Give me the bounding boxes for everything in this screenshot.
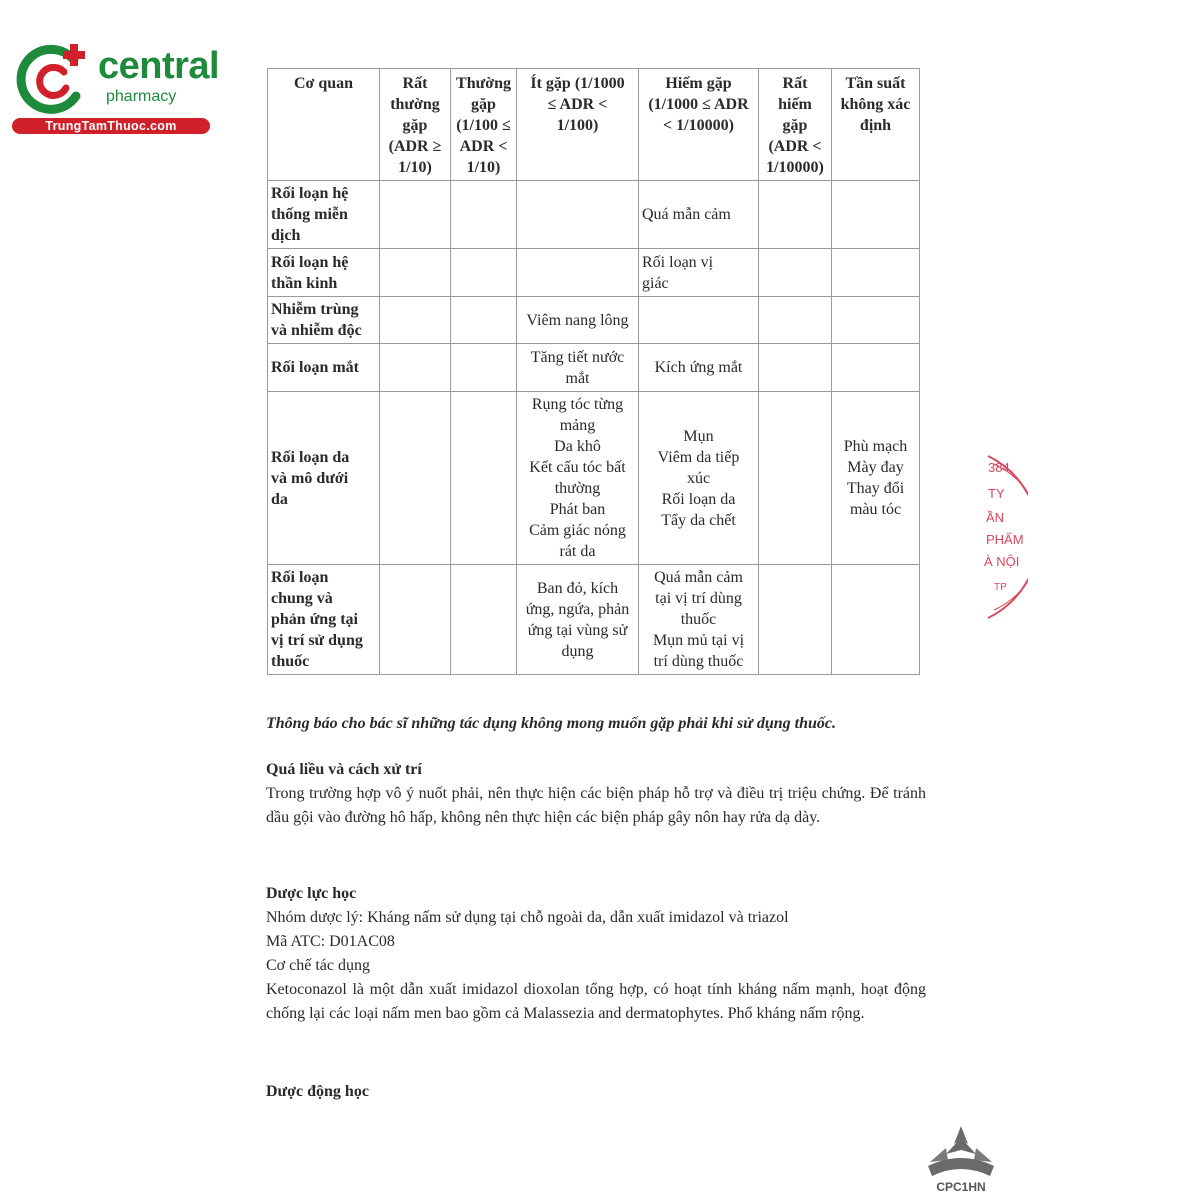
doctor-notice: Thông báo cho bác sĩ những tác dụng không mong muốn gặp phải khi sử dụng thuốc. [266, 715, 836, 732]
cell-line: Thường [456, 75, 511, 92]
cell-rare [639, 565, 759, 675]
cell-line: vị trí sử dụng [271, 632, 363, 649]
cell-line: 1/10) [398, 159, 432, 176]
cell-line: 1/10) [466, 159, 501, 176]
cell-very-rare [759, 249, 832, 297]
cell-line: Kết cấu tóc bất [529, 459, 626, 476]
cell-line: Phù mạch [843, 438, 908, 455]
cell-very-common [380, 297, 451, 344]
cell-line: và mô dưới [271, 469, 349, 487]
cell-line: 1/100) [556, 117, 599, 134]
cell-line: (ADR ≥ [388, 138, 442, 155]
cell-line: Phát ban [549, 501, 606, 518]
cell-line: Rối loạn hệ [271, 253, 349, 271]
cell-line: định [859, 117, 892, 134]
cell-line: rát da [559, 543, 596, 560]
cell-common [451, 565, 517, 675]
cell-line: mảng [559, 417, 596, 434]
cell-uncommon [517, 565, 639, 675]
cell-uncommon [517, 297, 639, 344]
cell-very-rare [759, 392, 832, 565]
cell-line: Tăng tiết nước [530, 348, 625, 366]
cell-line: gặp [782, 117, 808, 134]
cell-line: dụng [561, 642, 594, 660]
logo-url[interactable]: TrungTamThuoc.com [12, 118, 210, 134]
cell-line: Da khô [554, 438, 601, 455]
stamp-text: À NỘI [984, 554, 1020, 569]
cell-line: phản ứng tại [271, 611, 358, 628]
header-very-common [380, 69, 451, 181]
cell-unknown [832, 392, 920, 565]
cell-very-common [380, 392, 451, 565]
header-rare [639, 69, 759, 181]
cell-line: Cảm giác nóng [529, 522, 626, 539]
cell-line: < 1/10000) [663, 117, 734, 134]
table-row [268, 297, 920, 344]
cell-line: Rối loạn hệ [271, 185, 349, 202]
cell-line: Thay đổi [846, 480, 905, 497]
cell-uncommon [517, 249, 639, 297]
pharmacokinetics-section [266, 1080, 926, 1104]
cell-line: 1/10000) [766, 159, 824, 176]
organ-cell [268, 565, 380, 675]
cell-rare [639, 181, 759, 249]
cell-very-rare [759, 344, 832, 392]
logo-subtitle: pharmacy [106, 88, 177, 105]
header-unknown [832, 69, 920, 181]
pharmacodynamics-heading: Dược lực học [266, 885, 357, 902]
overdose-section [266, 758, 926, 830]
cell-line: thuốc [271, 653, 310, 670]
cell-line: thần kinh [271, 274, 338, 292]
adverse-reaction-table [267, 68, 920, 675]
table-row [268, 249, 920, 297]
cell-common [451, 344, 517, 392]
table-row [268, 344, 920, 392]
cpc1hn-logo [924, 1124, 998, 1194]
cell-line: Hiếm gặp [665, 75, 732, 92]
organ-cell [268, 249, 380, 297]
cell-line: hiếm [778, 96, 812, 113]
organ-cell [268, 297, 380, 344]
table-row [268, 181, 920, 249]
cell-rare [639, 297, 759, 344]
cell-common [451, 297, 517, 344]
stamp-text: PHẨM [986, 532, 1024, 547]
cell-line: ADR < [459, 138, 508, 155]
cell-rare [639, 249, 759, 297]
cell-line: Ít gặp (1/1000 [530, 75, 625, 92]
header-very-rare [759, 69, 832, 181]
cell-line: Mụn mủ tại vị [652, 632, 745, 649]
central-pharmacy-logo [12, 38, 222, 138]
cell-line: Rối loạn [271, 569, 329, 586]
pharmacy-cross-icon [12, 38, 92, 118]
mechanism-label: Cơ chế tác dụng [266, 957, 370, 974]
lotus-icon [924, 1124, 998, 1180]
header-organ [268, 69, 380, 181]
cell-line: Rất [402, 75, 428, 92]
cpc1hn-text: CPC1HN [936, 1180, 986, 1194]
cell-line: Quá mẫn cảm [642, 206, 731, 223]
cell-line: xúc [686, 469, 711, 487]
cell-line: thuốc [680, 611, 717, 628]
cell-very-rare [759, 181, 832, 249]
cell-line: Viêm nang lông [526, 311, 629, 329]
cell-line: Tẩy da chết [661, 511, 736, 529]
cell-line: Rối loạn da [661, 490, 736, 508]
cell-line: Rụng tóc từng [531, 396, 624, 413]
cell-rare [639, 392, 759, 565]
cell-uncommon [517, 344, 639, 392]
cell-very-common [380, 181, 451, 249]
cell-line: tại vị trí dùng [655, 590, 742, 607]
cell-line: ≤ ADR < [547, 96, 608, 113]
table-row [268, 565, 920, 675]
pharmacodynamics-section [266, 882, 926, 1026]
cell-line: dịch [271, 227, 301, 244]
header-common [451, 69, 517, 181]
cell-line: Mày đay [847, 459, 904, 476]
cell-common [451, 249, 517, 297]
cell-very-rare [759, 297, 832, 344]
cell-line: và nhiễm độc [271, 322, 362, 339]
cell-line: thường [554, 480, 601, 497]
cell-line: chung và [271, 590, 333, 607]
table-header-row [268, 69, 920, 181]
overdose-text: Trong trường hợp vô ý nuốt phải, nên thực hiện các biện pháp hỗ trợ và điều trị triệu chứng. Để tránh dầu gội vào đường hô hấp, không nên thực hiện các biện pháp gây nôn hay rửa dạ dày. [266, 785, 926, 826]
cell-line: ứng, ngứa, phản [525, 600, 630, 618]
cell-line: Rối loạn vị [642, 253, 714, 271]
overdose-heading: Quá liều và cách xử trí [266, 761, 422, 778]
cell-line: (ADR < [768, 138, 822, 155]
cell-unknown [832, 344, 920, 392]
cell-line: ứng tại vùng sử [527, 621, 628, 639]
cell-uncommon [517, 181, 639, 249]
organ-cell [268, 344, 380, 392]
organ-cell [268, 392, 380, 565]
pharmacological-group: Nhóm dược lý: Kháng nấm sử dụng tại chỗ ngoài da, dẫn xuất imidazol và triazol [266, 909, 789, 926]
stamp-text: ẦN [986, 510, 1005, 525]
cell-line: mắt [565, 369, 590, 387]
cell-line: Ban đỏ, kích [536, 579, 619, 597]
cell-line: Quá mẫn cảm [654, 569, 743, 586]
cell-line: thống miễn [271, 206, 348, 223]
cell-line: (1/100 ≤ [456, 117, 511, 134]
cell-line: Cơ quan [293, 75, 354, 92]
cell-line: (1/1000 ≤ ADR [648, 96, 749, 113]
cell-unknown [832, 181, 920, 249]
cell-line: Rối loạn da [271, 448, 350, 466]
logo-brand: central [98, 45, 220, 87]
atc-code: Mã ATC: D01AC08 [266, 933, 395, 950]
cell-very-common [380, 344, 451, 392]
cell-very-common [380, 565, 451, 675]
cell-line: Kích ứng mắt [654, 359, 743, 376]
cell-line: Nhiễm trùng [271, 301, 359, 318]
stamp-text: TP [994, 582, 1007, 593]
mechanism-text: Ketoconazol là một dẫn xuất imidazol dioxolan tổng hợp, có hoạt tính kháng nấm mạnh, hoạt động chống lại các loại nấm men bao gồm cả Malassezia and dermatophytes. Phổ kháng nấm rộng. [266, 981, 926, 1022]
cell-line: màu tóc [849, 501, 902, 518]
cell-common [451, 392, 517, 565]
pharmacokinetics-heading: Dược động học [266, 1083, 369, 1100]
cell-common [451, 181, 517, 249]
stamp-text: TY [988, 486, 1005, 501]
cell-line: Tần suất [845, 75, 906, 92]
cell-unknown [832, 297, 920, 344]
cell-line: giác [642, 274, 669, 292]
cell-line: thường [390, 96, 440, 113]
company-stamp [968, 452, 1028, 622]
cell-line: trí dùng thuốc [653, 653, 744, 670]
header-uncommon [517, 69, 639, 181]
cell-line: gặp [402, 117, 428, 134]
cell-unknown [832, 565, 920, 675]
cell-line: Mụn [683, 427, 714, 445]
table-row [268, 392, 920, 565]
cell-uncommon [517, 392, 639, 565]
cell-line: da [271, 490, 288, 508]
stamp-text: 384. [988, 460, 1014, 475]
cell-unknown [832, 249, 920, 297]
cell-line: gặp [471, 96, 496, 113]
cell-line: Rất [782, 75, 808, 92]
cell-rare [639, 344, 759, 392]
cell-line: Rối loạn mắt [271, 359, 359, 376]
cell-line: không xác [840, 96, 911, 113]
organ-cell [268, 181, 380, 249]
cell-very-rare [759, 565, 832, 675]
cell-line: Viêm da tiếp [657, 448, 740, 466]
cell-very-common [380, 249, 451, 297]
